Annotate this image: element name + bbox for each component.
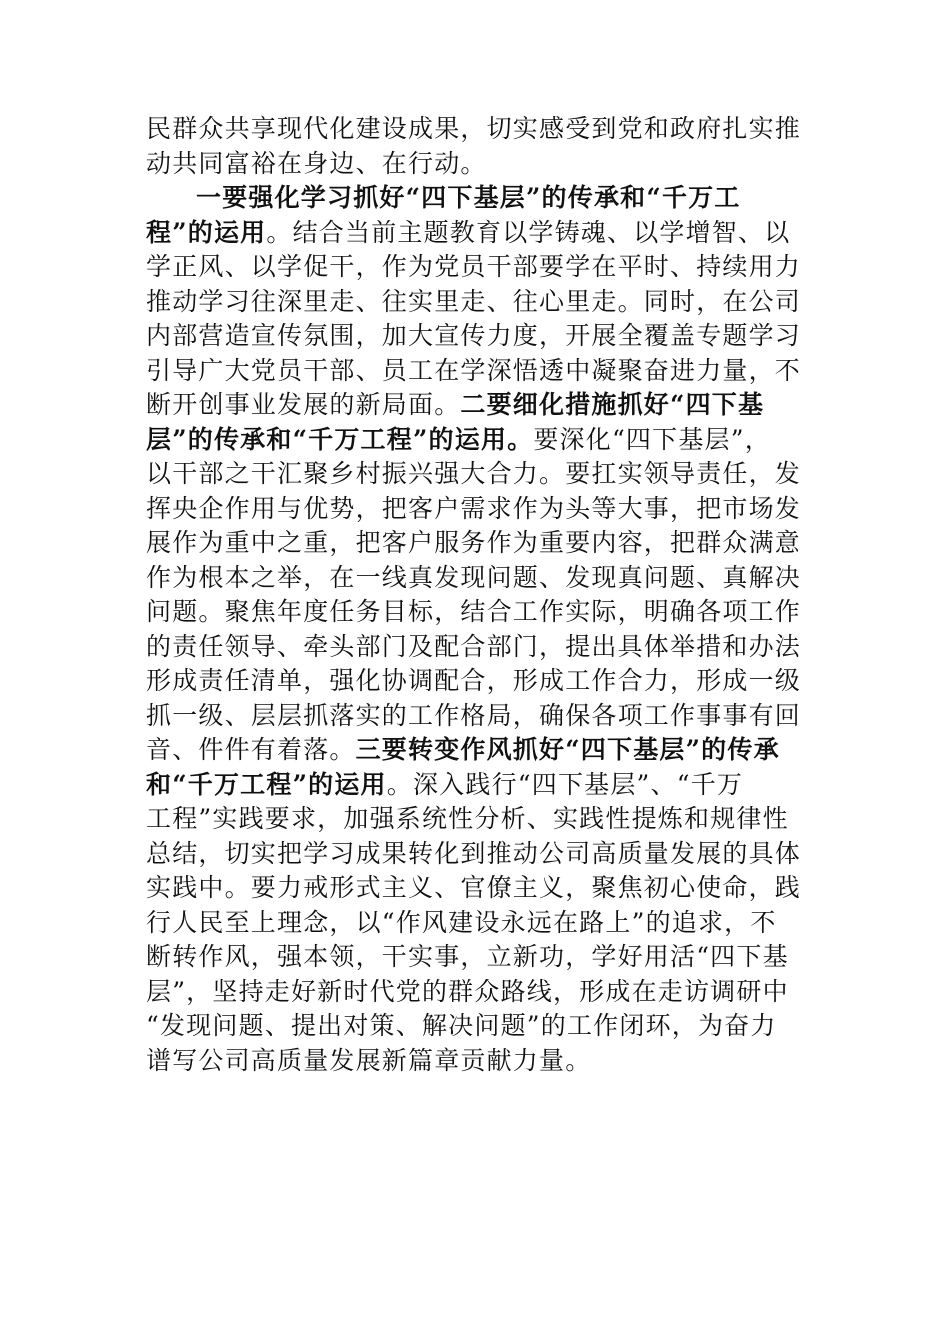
text-line <box>146 526 836 561</box>
text-line <box>146 1009 836 1044</box>
body-text-run: 引导广大党员干部、员工在学深悟透中凝聚奋进力量，不 <box>146 355 802 385</box>
body-text-run: 行人民至上理念，以“作风建设永远在路上”的追求，不 <box>146 907 777 937</box>
bold-heading-text: 和“千万工程”的运用 <box>146 769 387 799</box>
body-text-run: 断转作风，强本领，干实事，立新功，学好用活“四下基 <box>146 942 789 971</box>
body-text-run: 实践中。要力戒形式主义、官僚主义，聚焦初心使命，践 <box>146 873 802 902</box>
text-line <box>146 181 836 216</box>
text-line <box>146 354 836 389</box>
text-line <box>146 871 836 906</box>
body-text-run: 层”，坚持走好新时代党的群众路线，形成在走访调研中 <box>146 976 789 1006</box>
body-text-run: 。深入践行“四下基层”、“千万 <box>386 769 744 799</box>
text-line <box>146 285 836 320</box>
text-line <box>146 630 836 665</box>
body-text-run: 问题。聚焦年度任务目标，结合工作实际，明确各项工作 <box>146 597 802 626</box>
text-line <box>146 561 836 596</box>
bold-heading-text: 三要转变作风抓好“四下基层”的传承 <box>355 735 780 764</box>
text-line <box>146 975 836 1010</box>
body-text-run: 总结，切实把学习成果转化到推动公司高质量发展的具体 <box>146 838 802 868</box>
text-line <box>146 319 836 354</box>
body-text-run: 的责任领导、牵头部门及配合部门，提出具体举措和办法 <box>146 631 802 661</box>
bold-heading-text: 二要细化措施抓好“四下基 <box>460 390 765 419</box>
text-line <box>146 768 836 803</box>
body-text-run: 民群众共享现代化建设成果，切实感受到党和政府扎实推 <box>146 114 802 143</box>
body-text-run: 音、件件有着落。 <box>146 735 356 764</box>
body-text-run: 学正风、以学促干，作为党员干部要学在平时、持续用力 <box>146 252 802 281</box>
body-text-run: 谱写公司高质量发展新篇章贡献力量。 <box>146 1045 592 1075</box>
text-line <box>146 457 836 492</box>
body-text-run: 工程”实践要求，加强系统性分析、实践性提炼和规律性 <box>146 804 789 833</box>
body-text-run: 展作为重中之重，把客户服务作为重要内容，把群众满意 <box>146 528 802 557</box>
text-line <box>146 112 836 147</box>
body-text-run: 抓一级、层层抓落实的工作格局，确保各项工作事事有回 <box>146 700 802 730</box>
text-line <box>146 940 836 975</box>
text-line <box>146 906 836 941</box>
body-text-run: 。结合当前主题教育以学铸魂、以学增智、以 <box>266 217 791 247</box>
bold-heading-text: 程”的运用 <box>146 217 267 247</box>
text-line <box>146 837 836 872</box>
bold-heading-text: 一要强化学习抓好“四下基层”的传承和“千万工 <box>196 183 741 212</box>
text-line <box>146 216 836 251</box>
text-line <box>146 492 836 527</box>
text-line <box>146 699 836 734</box>
body-text-run: 以干部之干汇聚乡村振兴强大合力。要扛实领导责任，发 <box>146 459 802 488</box>
text-line <box>146 733 836 768</box>
text-line <box>146 147 836 182</box>
body-text-run: 断开创事业发展的新局面。 <box>146 390 461 419</box>
bold-heading-text: 层”的传承和“千万工程”的运用。 <box>146 424 534 454</box>
body-text-run: 要深化“四下基层”， <box>533 424 771 454</box>
body-text-run: 形成责任清单，强化协调配合，形成工作合力，形成一级 <box>146 666 802 695</box>
body-text-run: 作为根本之举，在一线真发现问题、发现真问题、真解决 <box>146 562 802 592</box>
text-line <box>146 1044 836 1079</box>
text-line <box>146 664 836 699</box>
body-text-run: 挥央企作用与优势，把客户需求作为头等大事，把市场发 <box>146 493 802 523</box>
text-line <box>146 423 836 458</box>
body-text-run: 动共同富裕在身边、在行动。 <box>146 148 487 178</box>
body-text-run: 内部营造宣传氛围，加大宣传力度，开展全覆盖专题学习 <box>146 321 802 350</box>
body-text-run: 推动学习往深里走、往实里走、往心里走。同时，在公司 <box>146 286 802 316</box>
body-text-run: “发现问题、提出对策、解决问题”的工作闭环，为奋力 <box>146 1011 777 1040</box>
text-line <box>146 250 836 285</box>
text-line <box>146 802 836 837</box>
body-text <box>146 112 836 1078</box>
text-line <box>146 388 836 423</box>
text-line <box>146 595 836 630</box>
